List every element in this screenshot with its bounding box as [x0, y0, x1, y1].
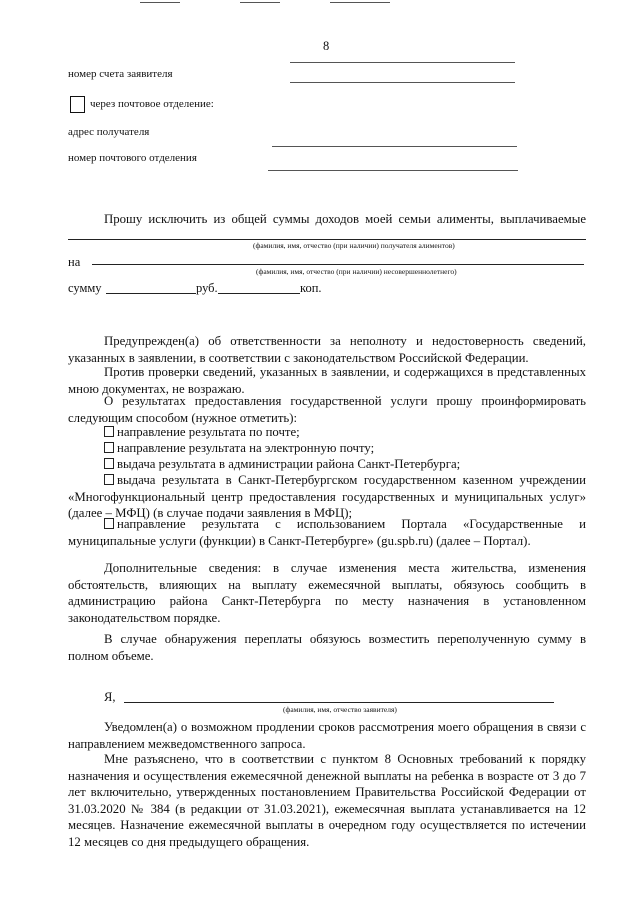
overpayment-paragraph: В случае обнаружения переплаты обязуюсь возместить переполученную сумму в полном объеме. [68, 632, 586, 663]
rub-label: руб. [196, 281, 218, 295]
no-objection-paragraph: Против проверки сведений, указанных в заявлении, и содержащихся в представленных мною документах, не возражаю. [68, 365, 586, 396]
kop-label: коп. [300, 281, 322, 295]
post-office-label: номер почтового отделения [68, 152, 197, 164]
option-administration-label: выдача результата в администрации района Санкт-Петербурга; [117, 457, 461, 471]
option-portal-label: направление результата с использованием Портала «Государственные и муниципальные услуги (функции) в Санкт-Петербурге» (gu.spb.ru) (далее – Портал). [68, 517, 586, 548]
page-number: 8 [323, 39, 330, 53]
account-label: номер счета заявителя [68, 68, 173, 80]
option-mfc-label: выдача результата в Санкт-Петербургском государственном казенном учреждении «Многофункциональный центр предоставления государственных и муниципальных услуг» (далее – МФЦ) (в случае подачи заявления в МФЦ); [68, 473, 586, 520]
na-label: на [68, 255, 81, 269]
option-mail[interactable] [104, 424, 586, 441]
additional-info-paragraph: Дополнительные сведения: в случае изменения места жительства, изменения обстоятельств, влияющих на выплату ежемесячной выплаты, обязуюсь сообщить в администрацию района Санкт-Петербурга по месту назначения в установленном законодательством порядке. [68, 561, 586, 625]
option-portal[interactable] [68, 516, 586, 549]
caption-alimony-recipient: (фамилия, имя, отчество (при наличии) получателя алиментов) [253, 241, 455, 250]
option-mail-checkbox[interactable] [104, 426, 114, 437]
option-mail-label: направление результата по почте; [117, 425, 300, 439]
option-portal-checkbox[interactable] [104, 518, 114, 529]
option-administration-checkbox[interactable] [104, 458, 114, 469]
notice-paragraph: Уведомлен(а) о возможном продлении сроков рассмотрения моего обращения в связи с направлением межведомственного запроса. [68, 720, 586, 751]
caption-minor: (фамилия, имя, отчество (при наличии) несовершеннолетнего) [256, 267, 457, 276]
ya-label: Я, [104, 690, 116, 704]
applicant-caption: (фамилия, имя, отчество заявителя) [283, 705, 397, 714]
option-mfc[interactable] [68, 472, 586, 522]
request-line: Прошу исключить из общей суммы доходов моей семьи алименты, выплачиваемые [104, 212, 586, 226]
recipient-label: адрес получателя [68, 126, 150, 138]
option-mfc-checkbox[interactable] [104, 474, 114, 485]
option-email-label: направление результата на электронную почту; [117, 441, 375, 455]
sum-label: сумму [68, 281, 102, 295]
post-checkbox[interactable] [70, 96, 85, 113]
explanation-paragraph: Мне разъяснено, что в соответствии с пунктом 8 Основных требований к порядку назначения и осуществления ежемесячной денежной выплаты на ребенка в возрасте от 3 до 7 лет включительно, утвержденных постановлением Правительства Российской Федерации от 31.03.2020 № 384 (в редакции от 31.03.2021), ежемесячная выплата устанавливается на 12 месяцев. Назначение ежемесячной выплаты в очередном году осуществляется по истечении 12 месяцев со дня предыдущего обращения. [68, 752, 586, 849]
post-label: через почтовое отделение: [90, 98, 214, 110]
responsibility-paragraph: Предупрежден(а) об ответственности за неполноту и недостоверность сведений, указанных в заявлении, в соответствии с законодательством Российской Федерации. [68, 334, 586, 365]
option-administration[interactable] [104, 456, 586, 473]
option-email-checkbox[interactable] [104, 442, 114, 453]
option-email[interactable] [104, 440, 586, 457]
inform-paragraph: О результатах предоставления государственной услуги прошу проинформировать следующим способом (нужное отметить): [68, 394, 586, 425]
